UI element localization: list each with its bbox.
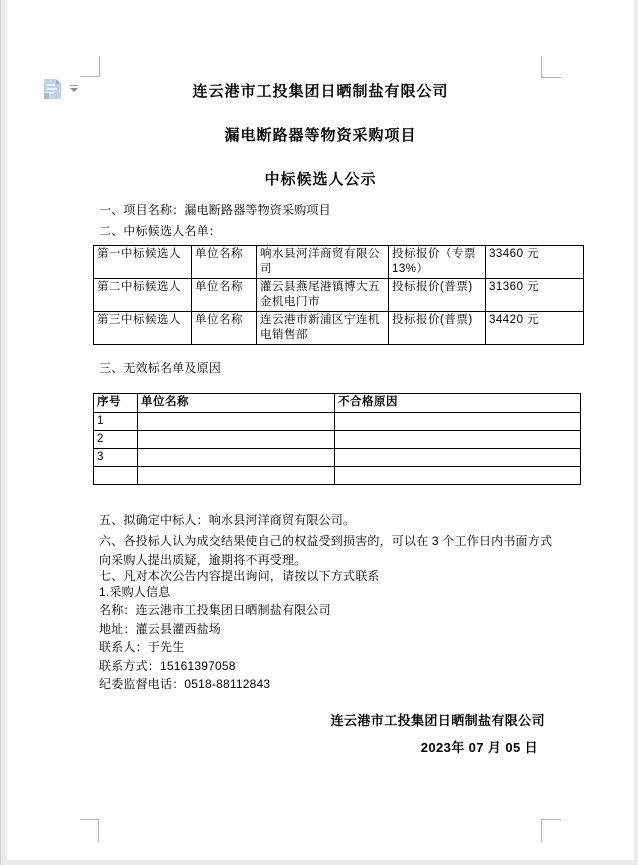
doc-title-project: 漏电断路器等物资采购项目 — [224, 127, 417, 144]
unit-cell — [138, 467, 335, 485]
contact-heading: 1.采购人信息 — [99, 585, 171, 599]
reason-cell — [335, 449, 581, 467]
contact-phone: 联系方式：15161397058 — [99, 659, 236, 673]
app-left-edge — [0, 0, 1, 865]
margin-crop-mark-top-left — [80, 56, 100, 77]
price-label-cell: 投标报价(普票) — [389, 279, 486, 312]
paragraph-proposed-winner: 五、拟确定中标人：响水县河洋商贸有限公司。 — [99, 513, 356, 527]
invalid-bids-table — [93, 393, 581, 485]
table-row — [94, 431, 581, 449]
signature-block — [99, 710, 545, 756]
contact-person: 联系人：于先生 — [99, 640, 185, 654]
rank-cell: 第二中标候选人 — [94, 279, 192, 312]
signature-company: 连云港市工投集团日晒制盐有限公司 — [330, 713, 545, 728]
contact-supervision-phone: 纪委监督电话：0518-88112843 — [99, 677, 271, 691]
price-cell: 34420 元 — [486, 312, 584, 345]
price-cell: 33460 元 — [486, 246, 584, 279]
table-row — [94, 449, 581, 467]
document-page[interactable] — [7, 0, 634, 860]
rank-cell: 第三中标候选人 — [94, 312, 192, 345]
no-cell: 3 — [94, 449, 138, 467]
table-row — [94, 413, 581, 431]
unit-cell — [138, 449, 335, 467]
company-cell: 响水县河洋商贸有限公司 — [257, 246, 389, 279]
company-cell: 连云港市新浦区宁连机电销售部 — [257, 312, 389, 345]
no-cell: 2 — [94, 431, 138, 449]
company-cell: 灌云县燕尾港镇博大五金机电门市 — [257, 279, 389, 312]
contact-address: 地址：灌云县灌西盐场 — [99, 622, 222, 636]
paragraph-objection-notice: 六、各投标人认为成交结果使自己的权益受到损害的，可以在 3 个工作日内书面方式向采购人提出质疑，逾期将不再受理。 — [99, 534, 553, 567]
doc-title-announcement: 中标候选人公示 — [264, 171, 377, 188]
paragraph-contact-notice: 七、凡对本次公告内容提出询问，请按以下方式联系 — [99, 569, 380, 583]
unit-label-cell: 单位名称 — [192, 312, 257, 345]
table-header-row — [94, 394, 581, 413]
paragraph-invalid-bids-heading: 三、无效标名单及原因 — [99, 361, 222, 375]
reason-cell — [335, 467, 581, 485]
price-cell: 31360 元 — [486, 279, 584, 312]
price-label-cell: 投标报价（专票13%） — [389, 246, 486, 279]
contact-name: 名称：连云港市工投集团日晒制盐有限公司 — [99, 603, 331, 617]
rank-cell: 第一中标候选人 — [94, 246, 192, 279]
unit-cell — [138, 431, 335, 449]
paragraph-project-name: 一、项目名称：漏电断路器等物资采购项目 — [99, 203, 331, 217]
table-row — [94, 246, 584, 279]
reason-cell — [335, 431, 581, 449]
header-no: 序号 — [94, 394, 138, 413]
doc-title-company: 连云港市工投集团日晒制盐有限公司 — [192, 83, 449, 100]
candidates-table — [93, 245, 584, 345]
reason-cell — [335, 413, 581, 431]
price-label-cell: 投标报价(普票) — [389, 312, 486, 345]
signature-date: 2023年 07 月 05 日 — [420, 740, 538, 755]
table-row — [94, 467, 581, 485]
table-row — [94, 312, 584, 345]
no-cell: 1 — [94, 413, 138, 431]
no-cell — [94, 467, 138, 485]
margin-crop-mark-top-right — [541, 56, 561, 78]
table-row — [94, 279, 584, 312]
margin-crop-mark-bottom-left — [80, 819, 99, 842]
unit-label-cell: 单位名称 — [192, 279, 257, 312]
header-reason: 不合格原因 — [335, 394, 581, 413]
margin-crop-mark-bottom-right — [541, 819, 561, 842]
unit-label-cell: 单位名称 — [192, 246, 257, 279]
unit-cell — [138, 413, 335, 431]
header-unit: 单位名称 — [138, 394, 335, 413]
paragraph-candidates-list-heading: 二、中标候选人名单： — [99, 224, 222, 238]
